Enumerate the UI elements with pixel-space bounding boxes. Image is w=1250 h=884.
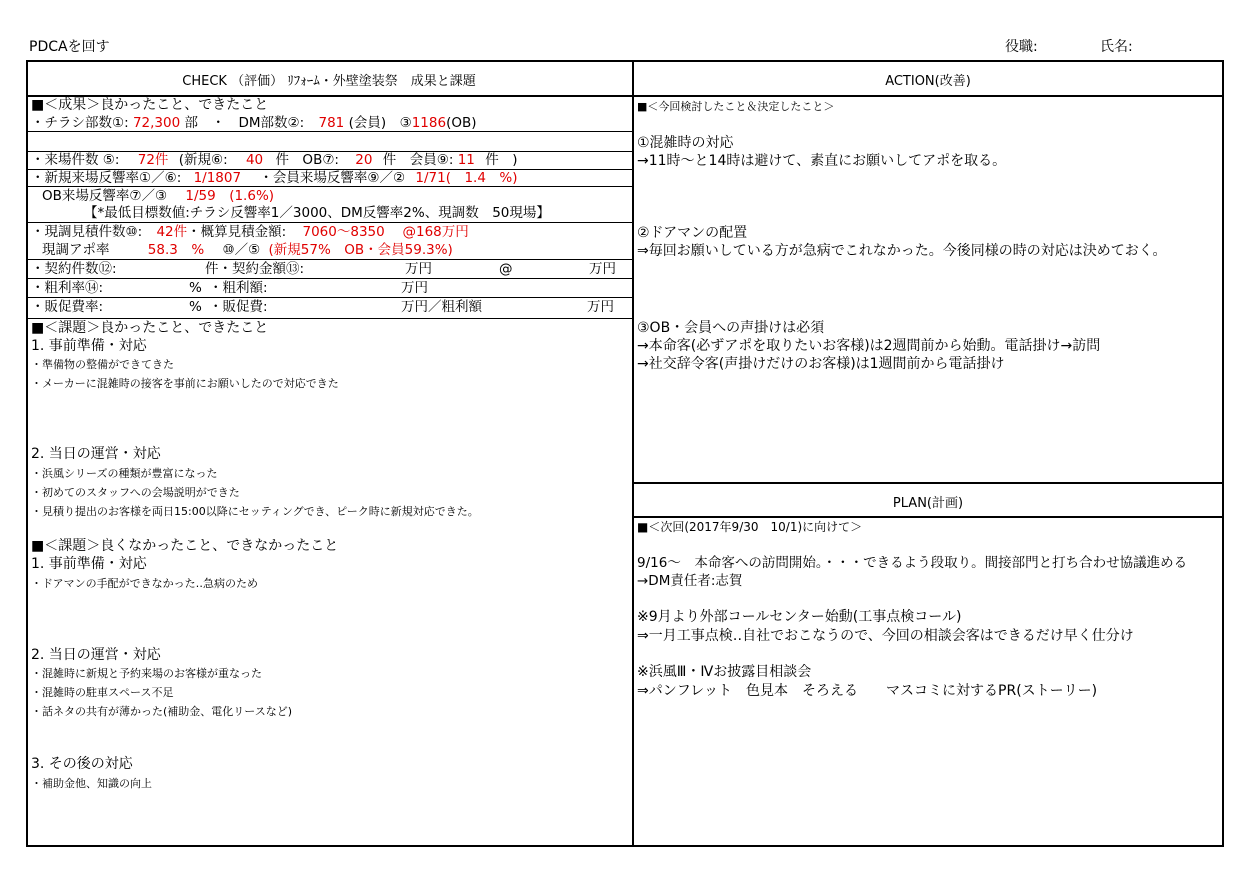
good-item: ・準備物の整備ができてきた bbox=[31, 358, 174, 371]
good-item: ・見積り提出のお客様を両日15:00以降にセッティングでき、ピーク時に新規対応できた。 bbox=[31, 505, 479, 518]
action-item-line: →社交辞令客(声掛けだけのお客様)は1週間前から電話掛け bbox=[637, 356, 1005, 372]
action-item-title: ③OB・会員への声掛けは必須 bbox=[637, 320, 825, 336]
good-issues-heading: ■＜課題＞良かったこと、できたこと bbox=[31, 320, 269, 336]
bad-section-title: 2. 当日の運営・対応 bbox=[31, 647, 161, 663]
contracts-unit2: 万円 bbox=[589, 261, 616, 277]
bad-item: ・話ネタの共有が薄かった(補助金、電化リースなど) bbox=[31, 705, 293, 718]
action-item-line: →11時～と14時は避けて、素直にお願いしてアポを取る。 bbox=[637, 153, 1007, 169]
new-response-value: 1/1807 bbox=[193, 170, 242, 186]
promo-unit2: 万円 bbox=[587, 299, 614, 315]
bad-item: ・混雑時の駐車スペース不足 bbox=[31, 686, 174, 699]
gross-mid: ・粗利額: bbox=[209, 280, 268, 296]
row-line bbox=[26, 259, 632, 260]
bad-issues-heading: ■＜課題＞良くなかったこと、できなかったこと bbox=[31, 538, 339, 554]
contracts-row bbox=[31, 262, 626, 278]
action-item-line: ⇒毎回お願いしている方が急病でこれなかった。今後同様の時の対応は決めておく。 bbox=[637, 243, 1167, 259]
row-line bbox=[26, 131, 632, 132]
ob-count-value: 1186 bbox=[411, 115, 447, 131]
survey-value: 42件 bbox=[156, 224, 188, 240]
plan-line: ※9月より外部コールセンター始動(工事点検コール) bbox=[637, 609, 962, 625]
plan-line: 9/16～ 本命客への訪問開始。・・・できるよう段取り。間接部門と打ち合わせ協議進める bbox=[637, 555, 1188, 571]
gross-pct: % bbox=[189, 280, 202, 296]
good-item: ・浜風シリーズの種類が豊富になった bbox=[31, 467, 218, 480]
row-line bbox=[26, 222, 632, 223]
contracts-label: ・契約件数⑫: bbox=[31, 261, 117, 277]
results-heading: ■＜成果＞良かったこと、できたこと bbox=[31, 97, 269, 113]
action-heading: ■＜今回検討したこと＆決定したこと＞ bbox=[637, 100, 835, 113]
member-response-value: 1/71( 1.4 %) bbox=[415, 170, 518, 186]
appointment-breakdown: (新規57% OB・会員59.3%) bbox=[268, 242, 453, 258]
dm-unit: (会員) ③ bbox=[348, 115, 412, 131]
gross-row bbox=[31, 281, 626, 297]
bad-item: ・混雑時に新規と予約来場のお客様が重なった bbox=[31, 667, 262, 680]
member-response-label: ・会員来場反響率⑨／② bbox=[259, 170, 406, 186]
contracts-unit: 万円 bbox=[405, 261, 432, 277]
promo-mid: ・販促費: bbox=[209, 299, 268, 315]
survey-row bbox=[31, 225, 469, 240]
appointment-label: 現調アポ率 bbox=[42, 242, 110, 258]
row-line bbox=[26, 318, 632, 319]
ob-response-row bbox=[42, 189, 274, 204]
page-title: PDCAを回す bbox=[29, 39, 110, 55]
plan-line: ※浜風Ⅲ・Ⅳお披露目相談会 bbox=[637, 664, 812, 680]
visitors-new-label: (新規⑥: bbox=[178, 152, 228, 168]
survey-label: ・現調見積件数⑩: bbox=[31, 224, 143, 240]
promo-label: ・販促費率: bbox=[31, 299, 104, 315]
action-plan-divider bbox=[632, 482, 1224, 484]
flyer-row bbox=[31, 116, 477, 131]
action-title: ACTION(改善) bbox=[885, 74, 971, 89]
promo-unit: 万円／粗利額 bbox=[401, 299, 482, 315]
action-item-line: →本命客(必ずアポを取りたいお客様)は2週間前から始動。電話掛け→訪問 bbox=[637, 338, 1101, 354]
new-response-row bbox=[31, 171, 518, 186]
target-note: 【*最低目標数値:チラシ反響率1／3000、DM反響率2%、現調数 50現場】 bbox=[84, 205, 550, 221]
contracts-at: @ bbox=[499, 261, 513, 277]
name-label: 氏名: bbox=[1100, 39, 1133, 55]
visitors-value: 72件 bbox=[137, 152, 169, 168]
action-item-title: ②ドアマンの配置 bbox=[637, 225, 748, 241]
new-response-label: ・新規来場反響率①／⑥: bbox=[31, 170, 182, 186]
visitors-member-label: 件 会員⑨: bbox=[382, 152, 454, 168]
appointment-row bbox=[42, 243, 453, 258]
good-item: ・初めてのスタッフへの会場説明ができた bbox=[31, 486, 240, 499]
bad-section-title: 3. その後の対応 bbox=[31, 756, 133, 772]
row-line bbox=[26, 186, 632, 187]
ob-response-label: OB来場反響率⑦／③ bbox=[42, 188, 168, 204]
good-section-title: 2. 当日の運営・対応 bbox=[31, 446, 161, 462]
visitors-end: 件 ) bbox=[485, 152, 518, 168]
appointment-value: 58.3 % bbox=[147, 242, 205, 258]
position-label: 役職: bbox=[1005, 39, 1038, 55]
plan-line: ⇒一月工事点検‥自社でおこなうので、今回の相談会客はできるだけ早く仕分け bbox=[637, 628, 1134, 644]
survey-amount-value: 7060～8350 @168万円 bbox=[302, 224, 469, 240]
flyer-label: ・チラシ部数①: bbox=[31, 115, 129, 131]
promo-row bbox=[31, 300, 626, 316]
ob-count-unit: (OB) bbox=[446, 115, 477, 131]
ob-response-value: 1/59 (1.6%) bbox=[185, 188, 275, 204]
good-section-title: 1. 事前準備・対応 bbox=[31, 338, 147, 354]
promo-pct: % bbox=[189, 299, 202, 315]
good-item: ・メーカーに混雑時の接客を事前にお願いしたので対応できた bbox=[31, 377, 339, 390]
visitors-new-value: 40 bbox=[245, 152, 264, 168]
appointment-formula: ⑩／⑤ bbox=[222, 242, 261, 258]
bad-item: ・補助金他、知識の向上 bbox=[31, 777, 152, 790]
plan-line: ⇒パンフレット 色見本 そろえる マスコミに対するPR(ストーリー) bbox=[637, 683, 1098, 699]
bad-item: ・ドアマンの手配ができなかった‥急病のため bbox=[31, 577, 259, 590]
contracts-mid: 件・契約金額⑬: bbox=[205, 261, 305, 277]
visitors-ob-label: 件 OB⑦: bbox=[275, 152, 339, 168]
plan-heading: ■＜次回(2017年9/30 10/1)に向けて＞ bbox=[637, 520, 863, 534]
survey-amount-label: ・概算見積金額: bbox=[187, 224, 287, 240]
plan-title: PLAN(計画) bbox=[892, 496, 964, 511]
row-line bbox=[26, 278, 632, 279]
dm-value: 781 bbox=[318, 115, 345, 131]
flyer-unit: 部 ・ DM部数②: bbox=[184, 115, 305, 131]
row-line bbox=[26, 297, 632, 298]
bad-section-title: 1. 事前準備・対応 bbox=[31, 556, 147, 572]
plan-line: →DM責任者:志賀 bbox=[637, 573, 743, 589]
visitors-ob-value: 20 bbox=[355, 152, 373, 168]
column-divider bbox=[632, 60, 634, 847]
visitors-member-value: 11 bbox=[457, 152, 475, 168]
check-title: CHECK （評価） ﾘﾌｫｰﾑ・外壁塗装祭 成果と課題 bbox=[182, 74, 476, 89]
plan-header-divider bbox=[632, 516, 1224, 518]
flyer-value: 72,300 bbox=[132, 115, 181, 131]
visitors-row bbox=[31, 153, 517, 168]
visitors-label: ・来場件数 ⑤: bbox=[31, 152, 120, 168]
gross-unit: 万円 bbox=[401, 280, 428, 296]
gross-label: ・粗利率⑭: bbox=[31, 280, 104, 296]
action-item-title: ①混雑時の対応 bbox=[637, 135, 734, 151]
